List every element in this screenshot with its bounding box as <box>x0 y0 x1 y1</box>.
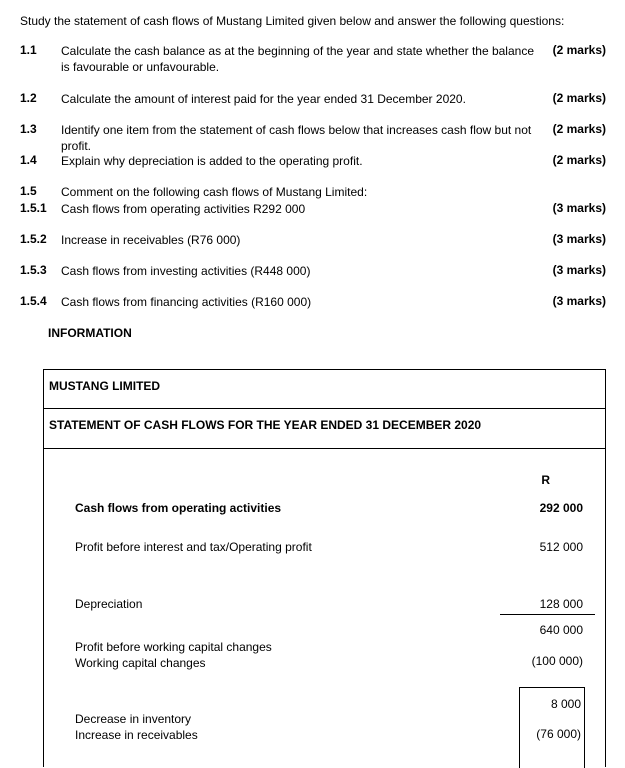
row-value: (76 000) <box>536 727 581 741</box>
question-number: 1.5.3 <box>20 263 47 277</box>
information-heading: INFORMATION <box>48 326 132 340</box>
question-text: Identify one item from the statement of cash flows below that increases cash flow but not profit. <box>61 123 532 153</box>
row-value: 512 000 <box>539 540 583 554</box>
question-number: 1.5.4 <box>20 294 47 308</box>
question-marks: (3 marks) <box>552 294 606 308</box>
question-text: Cash flows from financing activities (R160 000) <box>61 295 312 309</box>
question-number: 1.4 <box>20 153 37 167</box>
divider <box>44 448 605 449</box>
question-text: Calculate the amount of interest paid for the year ended 31 December 2020. <box>61 92 466 106</box>
row-value: 292 000 <box>539 501 583 515</box>
question-number: 1.2 <box>20 91 37 105</box>
question-number: 1.5.1 <box>20 201 47 215</box>
row-label: Depreciation <box>75 597 143 611</box>
question-marks: (3 marks) <box>552 263 606 277</box>
row-label: Profit before interest and tax/Operating profit <box>75 540 312 554</box>
question-marks: (2 marks) <box>552 91 606 105</box>
question-text: Cash flows from operating activities R292 000 <box>61 202 306 216</box>
company-name: MUSTANG LIMITED <box>49 379 161 393</box>
question-text: Increase in receivables (R76 000) <box>61 233 241 247</box>
question-marks: (2 marks) <box>552 153 606 167</box>
question-number: 1.5.2 <box>20 232 47 246</box>
intro-text: Study the statement of cash flows of Mustang Limited given below and answer the following questions: <box>20 14 565 28</box>
row-label: Cash flows from operating activities <box>75 501 282 515</box>
row-value: 640 000 <box>539 623 583 637</box>
question-number: 1.1 <box>20 43 37 57</box>
question-marks: (3 marks) <box>552 201 606 215</box>
question-marks: (2 marks) <box>552 43 606 57</box>
statement-title: STATEMENT OF CASH FLOWS FOR THE YEAR ENDED 31 DECEMBER 2020 <box>49 418 482 432</box>
question-marks: (3 marks) <box>552 232 606 246</box>
row-value: 128 000 <box>539 597 583 611</box>
question-text: Cash flows from investing activities (R448 000) <box>61 264 311 278</box>
question-number: 1.3 <box>20 122 37 136</box>
question-text: Calculate the cash balance as at the beginning of the year and state whether the balance is favourable or unfavourable. <box>61 44 534 74</box>
cash-flow-statement <box>43 369 606 767</box>
row-value: 8 000 <box>550 697 581 711</box>
row-label: Profit before working capital changes <box>75 640 272 654</box>
row-label: Increase in receivables <box>75 728 198 742</box>
row-label: Working capital changes <box>75 656 206 670</box>
question-text: Comment on the following cash flows of Mustang Limited: <box>61 185 368 199</box>
currency-header: R <box>541 473 550 487</box>
row-label: Decrease in inventory <box>75 712 192 726</box>
row-value: (100 000) <box>531 654 583 668</box>
question-text: Explain why depreciation is added to the operating profit. <box>61 154 363 168</box>
subtotal-line <box>500 614 595 615</box>
divider <box>44 408 605 409</box>
question-marks: (2 marks) <box>552 122 606 136</box>
question-number: 1.5 <box>20 184 37 198</box>
